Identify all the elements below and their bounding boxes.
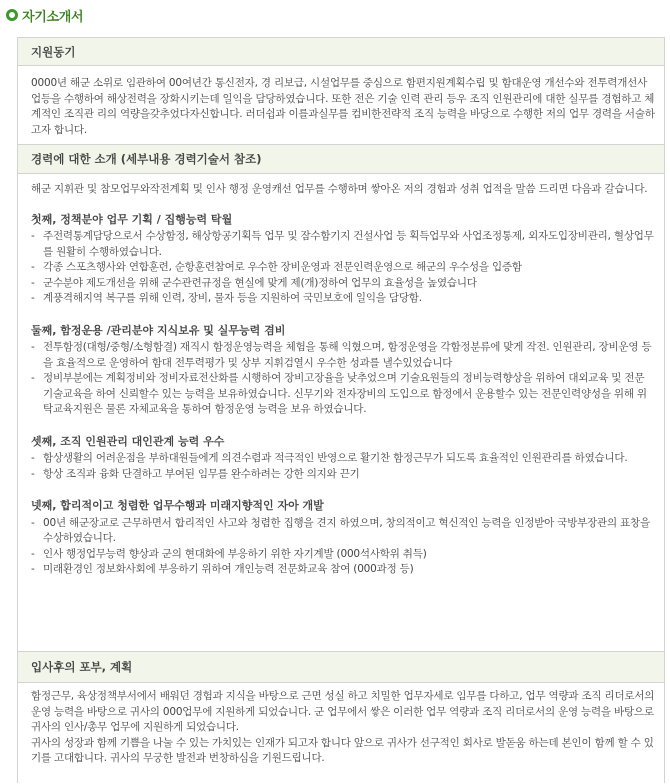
section-body-motivation — [18, 66, 664, 145]
page-header — [0, 0, 670, 30]
subsection-title: 둘째, 함정운용 /관리분야 지식보유 및 실무능력 겸비 — [31, 323, 286, 337]
section-heading-motivation: 지원동기 — [18, 38, 664, 66]
list-item: - 함상생활의 어려운점을 부하대원들에게 의견수렴과 적극적인 반영으로 활기찬 함정근무가 되도록 효율적인 인원관리를 하였습니다. — [31, 452, 628, 464]
list-item: - 정비부분에는 계획정비와 정비자료전산화를 시행하여 장비고장율을 낮추었으며 기술요원들의 정비능력향상을 위하여 대외교육 및 전문 기술교육을 하여 신뢰할수 있는 능력을 보유하였습니다. 신무기와 전자장비의 도입으로 함정에서 운용할수 있는 전문인력양성을 위해 위탁교육지원은 물론 자체교육을 통하여 함정운영 능력을 보유 하였습니다. — [31, 372, 647, 415]
list-item: - 항상 조직과 융화 단결하고 부여된 임무를 완수하려는 강한 의지와 끈기 — [31, 467, 360, 480]
paragraph: 0000년 해군 소위로 임관하여 00여년간 통신전자, 경 리보급, 시설업무를 중심으로 함편지원계획수립 및 함대운영 개선수와 전투력개선사업등을 수행하여 해상전력을 장화시키는데 일익을 담당하였습니다. 또한 전은 기술 인력 관리 등우 조직 인원관리에 대한 실무를 경험하고 체계적인 조직관 리의 역량을갖추었다자신합니다. 러더쉽과 이를과실무를 컴비한전략적 조직 능력을 바당으로 수행한 저의 업무 경력을 서술하고자 합니다. — [31, 77, 655, 136]
list-item: - 각종 스포츠행사와 연합훈련, 순항훈련참여로 우수한 장비운영과 전문인력운영으로 해군의 우수성을 입증함 — [31, 261, 522, 273]
section-heading-career: 경력에 대한 소개 (세부내용 경력기술서 참조) — [18, 145, 664, 174]
section-body-career — [18, 174, 664, 652]
paragraph: 귀사의 성장과 함께 기쁨을 나눌 수 있는 가치있는 인재가 되고자 합니다 앞으로 귀사가 선구적인 회사로 발돋움 하는데 본인이 함께 할 수 있기를 고대합니다. 귀사의 무궁한 발전과 번창하심을 기원드립니다. — [31, 736, 654, 764]
career-intro: 해군 지휘관 및 참모업무와작전계획 및 인사 행정 운영캐선 업무를 수행하며 쌓아온 저의 경험과 성취 업적을 말씀 드리면 다음과 갈습니다. — [31, 183, 648, 195]
list-item: - 인사 행정업무능력 향상과 군의 현대화에 부응하기 위한 자기계발 (000석사학위 취득) — [31, 547, 427, 560]
section-body-aspiration — [18, 683, 664, 783]
subsection-title: 셋째, 조직 인원관리 대인관계 능력 우수 — [31, 434, 225, 448]
list-item: - 전투함정(대형/중형/소형함결) 재직시 함정운영능력을 체험을 통해 익혔으며, 함정운영을 각함정분류에 맞게 작전. 인원관리, 장비운영 등을 효율적으로 운영하여 함대 전투력평가 및 상부 지휘검열시 우수한 성과를 낼수있었습니다 — [31, 341, 652, 369]
paragraph: 함정근무, 육상정책부서에서 배워던 경험과 지식을 바탕으로 근면 성실 하고 치밀한 업무자세로 임무를 다하고, 업무 역량과 조직 리더로서의 운영 능력을 바탕으로 귀사의 000업무에 지원하게 되었습니다. 군 업무에서 쌓은 이러한 업무 역량과 조직 리더로서의 운영 능력을 바탕으로 귀사의 인사/총무 업무에 지원하게 되었습니다. — [31, 690, 655, 733]
page-title: 자기소개서 — [22, 9, 84, 25]
section-heading-aspiration: 입사후의 포부, 계획 — [18, 652, 664, 683]
subsection-title: 첫째, 정책분야 업무 기획 / 집행능력 탁월 — [31, 212, 233, 226]
list-item: - 군수분야 제도개선을 위해 군수관련규정을 현실에 맞게 제(개)정하여 업무의 효율성을 높였습니다 — [31, 276, 477, 289]
list-item: - 주전력통계담당으로서 수상함정, 해상항공기획득 업무 및 잠수함기지 건설사업 등 획득업무와 사업조정통제, 외자도입장비관리, 혈상업무를 원활히 수행하였습니다. — [31, 230, 654, 258]
list-item: - 00년 해군장교로 근무하면서 합리적인 사고와 청렴한 집행을 견지 하였으며, 창의적이고 혁신적인 능력을 인정받아 국방부장관의 표창을 수상하였습니다. — [31, 516, 650, 544]
subsection-title: 넷째, 합리적이고 청렴한 업무수행과 미래지향적인 자아 개발 — [31, 499, 324, 512]
document-container — [17, 37, 665, 783]
circle-bullet-icon — [6, 9, 18, 21]
list-item: - 미래환경인 정보화사회에 부응하기 위하여 개인능력 전문화교육 참여 (000과정 등) — [31, 563, 414, 575]
list-item: - 계풍격해지역 복구를 위해 인력, 장비, 물자 등을 지원하여 국민보호에 일익을 담당함. — [31, 292, 422, 304]
